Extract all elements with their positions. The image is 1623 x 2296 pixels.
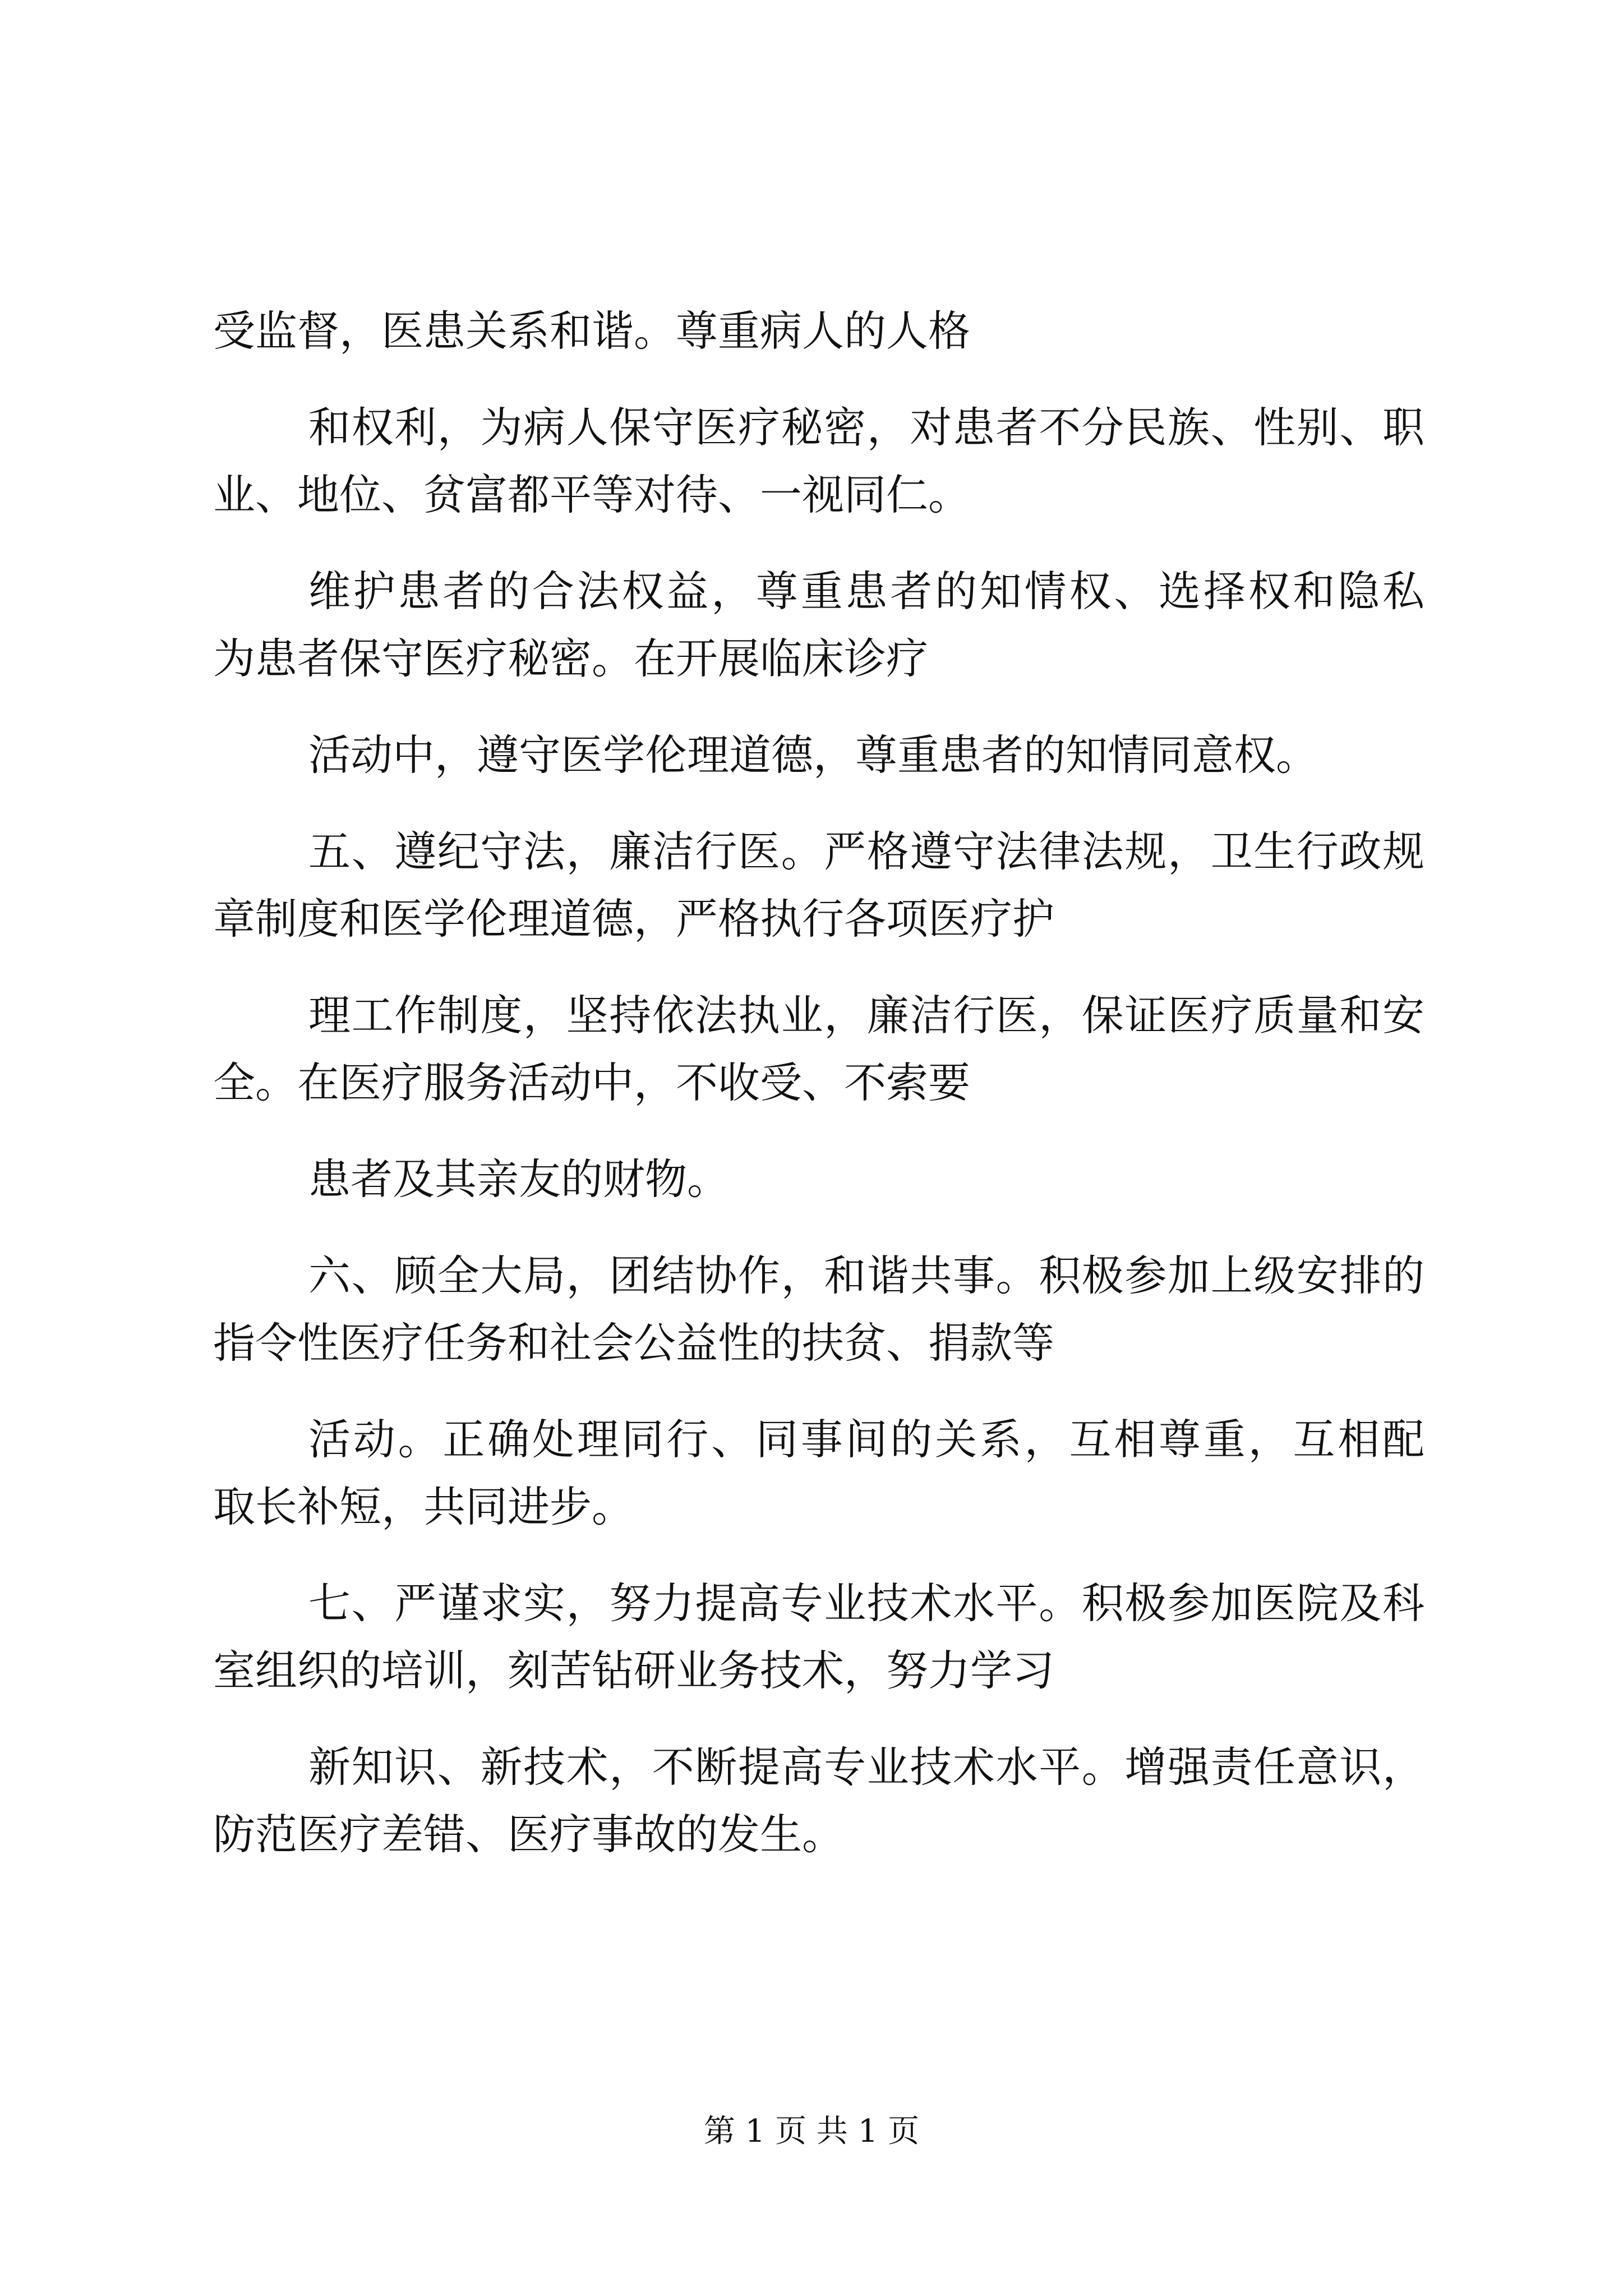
text-line: 理工作制度，坚持依法执业，廉洁行医，保证医疗质量和安 bbox=[308, 991, 1424, 1040]
text-line: 取长补短，共同进步。 bbox=[213, 1482, 634, 1531]
text-line: 七、严谨求实，努力提高专业技术水平。积极参加医院及科 bbox=[308, 1579, 1424, 1628]
text-line: 章制度和医学伦理道德，严格执行各项医疗护 bbox=[213, 894, 1055, 944]
text-line: 活动中，遵守医学伦理道德，尊重患者的知情同意权。 bbox=[308, 730, 1318, 780]
text-line: 指令性医疗任务和社会公益性的扶贫、捐款等 bbox=[213, 1318, 1055, 1368]
text-line: 全。在医疗服务活动中，不收受、不索要 bbox=[213, 1058, 971, 1107]
document-body bbox=[213, 297, 1424, 1868]
text-line: 和权利，为病人保守医疗秘密，对患者不分民族、性别、职 bbox=[308, 403, 1424, 452]
text-line: 维护患者的合法权益，尊重患者的知情权、选择权和隐私 bbox=[308, 567, 1424, 616]
text-line: 室组织的培训，刻苦钻研业务技术，努力学习 bbox=[213, 1646, 1055, 1695]
text-line: 为患者保守医疗秘密。在开展临床诊疗 bbox=[213, 634, 929, 683]
text-line: 活动。正确处理同行、同事间的关系，互相尊重，互相配 bbox=[308, 1415, 1424, 1464]
text-line: 受监督，医患关系和谐。尊重病人的人格 bbox=[213, 306, 971, 356]
text-line: 业、地位、贫富都平等对待、一视同仁。 bbox=[213, 470, 971, 519]
page-number-footer: 第 1 页 共 1 页 bbox=[703, 2113, 920, 2150]
text-line: 六、顾全大局，团结协作，和谐共事。积极参加上级安排的 bbox=[308, 1251, 1424, 1300]
text-line: 五、遵纪守法，廉洁行医。严格遵守法律法规，卫生行政规 bbox=[308, 827, 1424, 876]
text-line: 防范医疗差错、医疗事故的发生。 bbox=[213, 1810, 845, 1859]
text-line: 患者及其亲友的财物。 bbox=[308, 1154, 730, 1204]
text-line: 新知识、新技术，不断提高专业技术水平。增强责任意识， bbox=[308, 1742, 1424, 1792]
